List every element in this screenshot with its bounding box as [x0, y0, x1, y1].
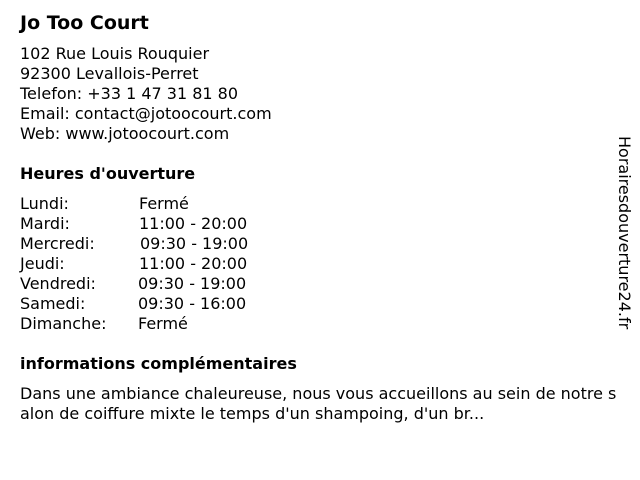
web-line: Web: www.jotoocourt.com: [20, 124, 230, 143]
hours-row-mercredi: [20, 234, 320, 254]
day-hours: 11:00 - 20:00: [139, 214, 248, 233]
site-watermark: Horairesdouverture24.fr: [615, 136, 634, 330]
day-hours: 09:30 - 19:00: [140, 234, 249, 253]
phone-line: Telefon: +33 1 47 31 81 80: [20, 84, 239, 103]
hours-row-jeudi: [20, 254, 320, 274]
hours-row-vendredi: [20, 274, 320, 294]
day-label: Mercredi:: [20, 234, 95, 253]
contact-block: [20, 44, 272, 144]
day-label: Samedi:: [20, 294, 86, 313]
hours-row-dimanche: [20, 314, 320, 334]
day-hours: 09:30 - 16:00: [138, 294, 247, 313]
hours-row-samedi: [20, 294, 320, 314]
day-label: Dimanche:: [20, 314, 107, 333]
hours-row-mardi: [20, 214, 320, 234]
description-text: Dans une ambiance chaleureuse, nous vous accueillons au sein de notre salon de coiffure mixte le temps d'un shampoing, d'un br...: [20, 384, 617, 423]
hours-table: [20, 194, 320, 334]
day-hours: Fermé: [139, 194, 189, 213]
day-hours: Fermé: [138, 314, 188, 333]
address-city: 92300 Levallois-Perret: [20, 64, 199, 83]
hours-row-lundi: [20, 194, 320, 214]
day-label: Jeudi:: [20, 254, 65, 273]
email-line: Email: contact@jotoocourt.com: [20, 104, 272, 123]
day-label: Vendredi:: [20, 274, 96, 293]
info-title: informations complémentaires: [20, 354, 297, 373]
business-name: Jo Too Court: [20, 12, 149, 34]
address-street: 102 Rue Louis Rouquier: [20, 44, 210, 63]
day-label: Lundi:: [20, 194, 69, 213]
day-hours: 09:30 - 19:00: [138, 274, 247, 293]
day-hours: 11:00 - 20:00: [139, 254, 248, 273]
hours-title: Heures d'ouverture: [20, 164, 196, 183]
day-label: Mardi:: [20, 214, 70, 233]
